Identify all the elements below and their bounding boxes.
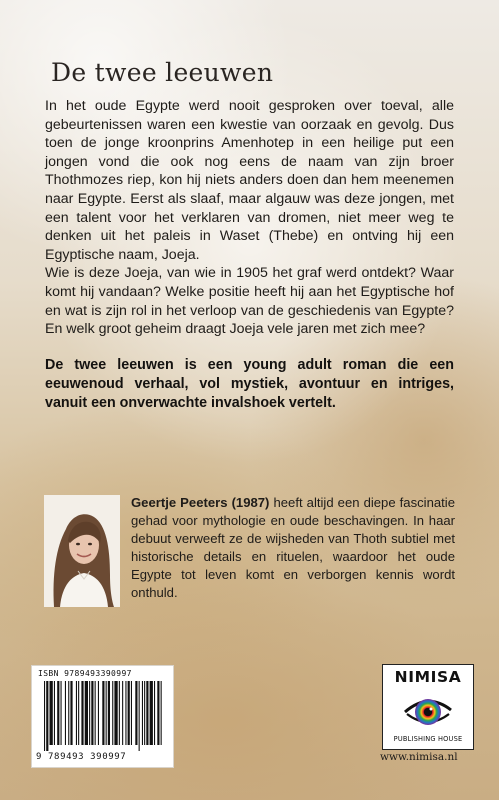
publisher-logo <box>382 664 474 750</box>
publisher-website[interactable]: www.nimisa.nl <box>380 751 458 763</box>
book-title: De twee leeuwen <box>51 58 274 87</box>
author-name: Geertje Peeters (1987) <box>131 495 270 510</box>
blurb-paragraph: In het oude Egypte werd nooit gesproken over toeval, alle gebeurtenissen waren een kwestie van oorzaak en gevolg. Dus toen de jonge kroonprins Amenhotep in een heilige put een jongen vond die ook nog eens de naam van zijn broer Thothmozes riep, kon hij niets anders doen dan hem meenemen naar Egypte. Eerst als slaaf, maar algauw was deze jongen, met een talent voor het verklaren van dromen, niet meer weg te denken uit het paleis in Waset (Thebe) en ontving hij een Egyptische naam, Joeja. <box>45 98 454 263</box>
author-bio <box>131 494 455 601</box>
publisher-name: NIMISA <box>394 668 462 686</box>
eye-logo-icon <box>403 688 453 734</box>
isbn-digits: 9 789493 390997 <box>36 752 127 762</box>
blurb-paragraph: Wie is deze Joeja, van wie in 1905 het graf werd ontdekt? Waar komt hij vandaan? Welke positie heeft hij aan het Egyptische hof en wat is zijn rol in het verloop van de geschiedenis van Egypte? En welk groot geheim draagt Joeja vele jaren met zich mee? <box>45 265 454 338</box>
author-bio-text: heeft altijd een diepe fascinatie gehad voor mythologie en oude beschavingen. In haar debuut verweeft ze de wijsheden van Thoth subtiel met historische details en rituelen, waardoor het oude Egypte tot leven komt en verborgen kennis wordt onthuld. <box>131 495 455 600</box>
author-portrait-image <box>44 495 120 607</box>
publisher-subtitle: PUBLISHING HOUSE <box>393 735 463 743</box>
barcode <box>31 665 174 768</box>
isbn-label: ISBN 9789493390997 <box>38 669 132 678</box>
author-photo <box>44 495 120 607</box>
barcode-bars <box>44 681 162 751</box>
book-blurb <box>45 97 454 339</box>
book-tagline: De twee leeuwen is een young adult roman die een eeuwenoud verhaal, vol mystiek, avontuur en intriges, vanuit een onverwachte invalshoek vertelt. <box>45 357 454 411</box>
